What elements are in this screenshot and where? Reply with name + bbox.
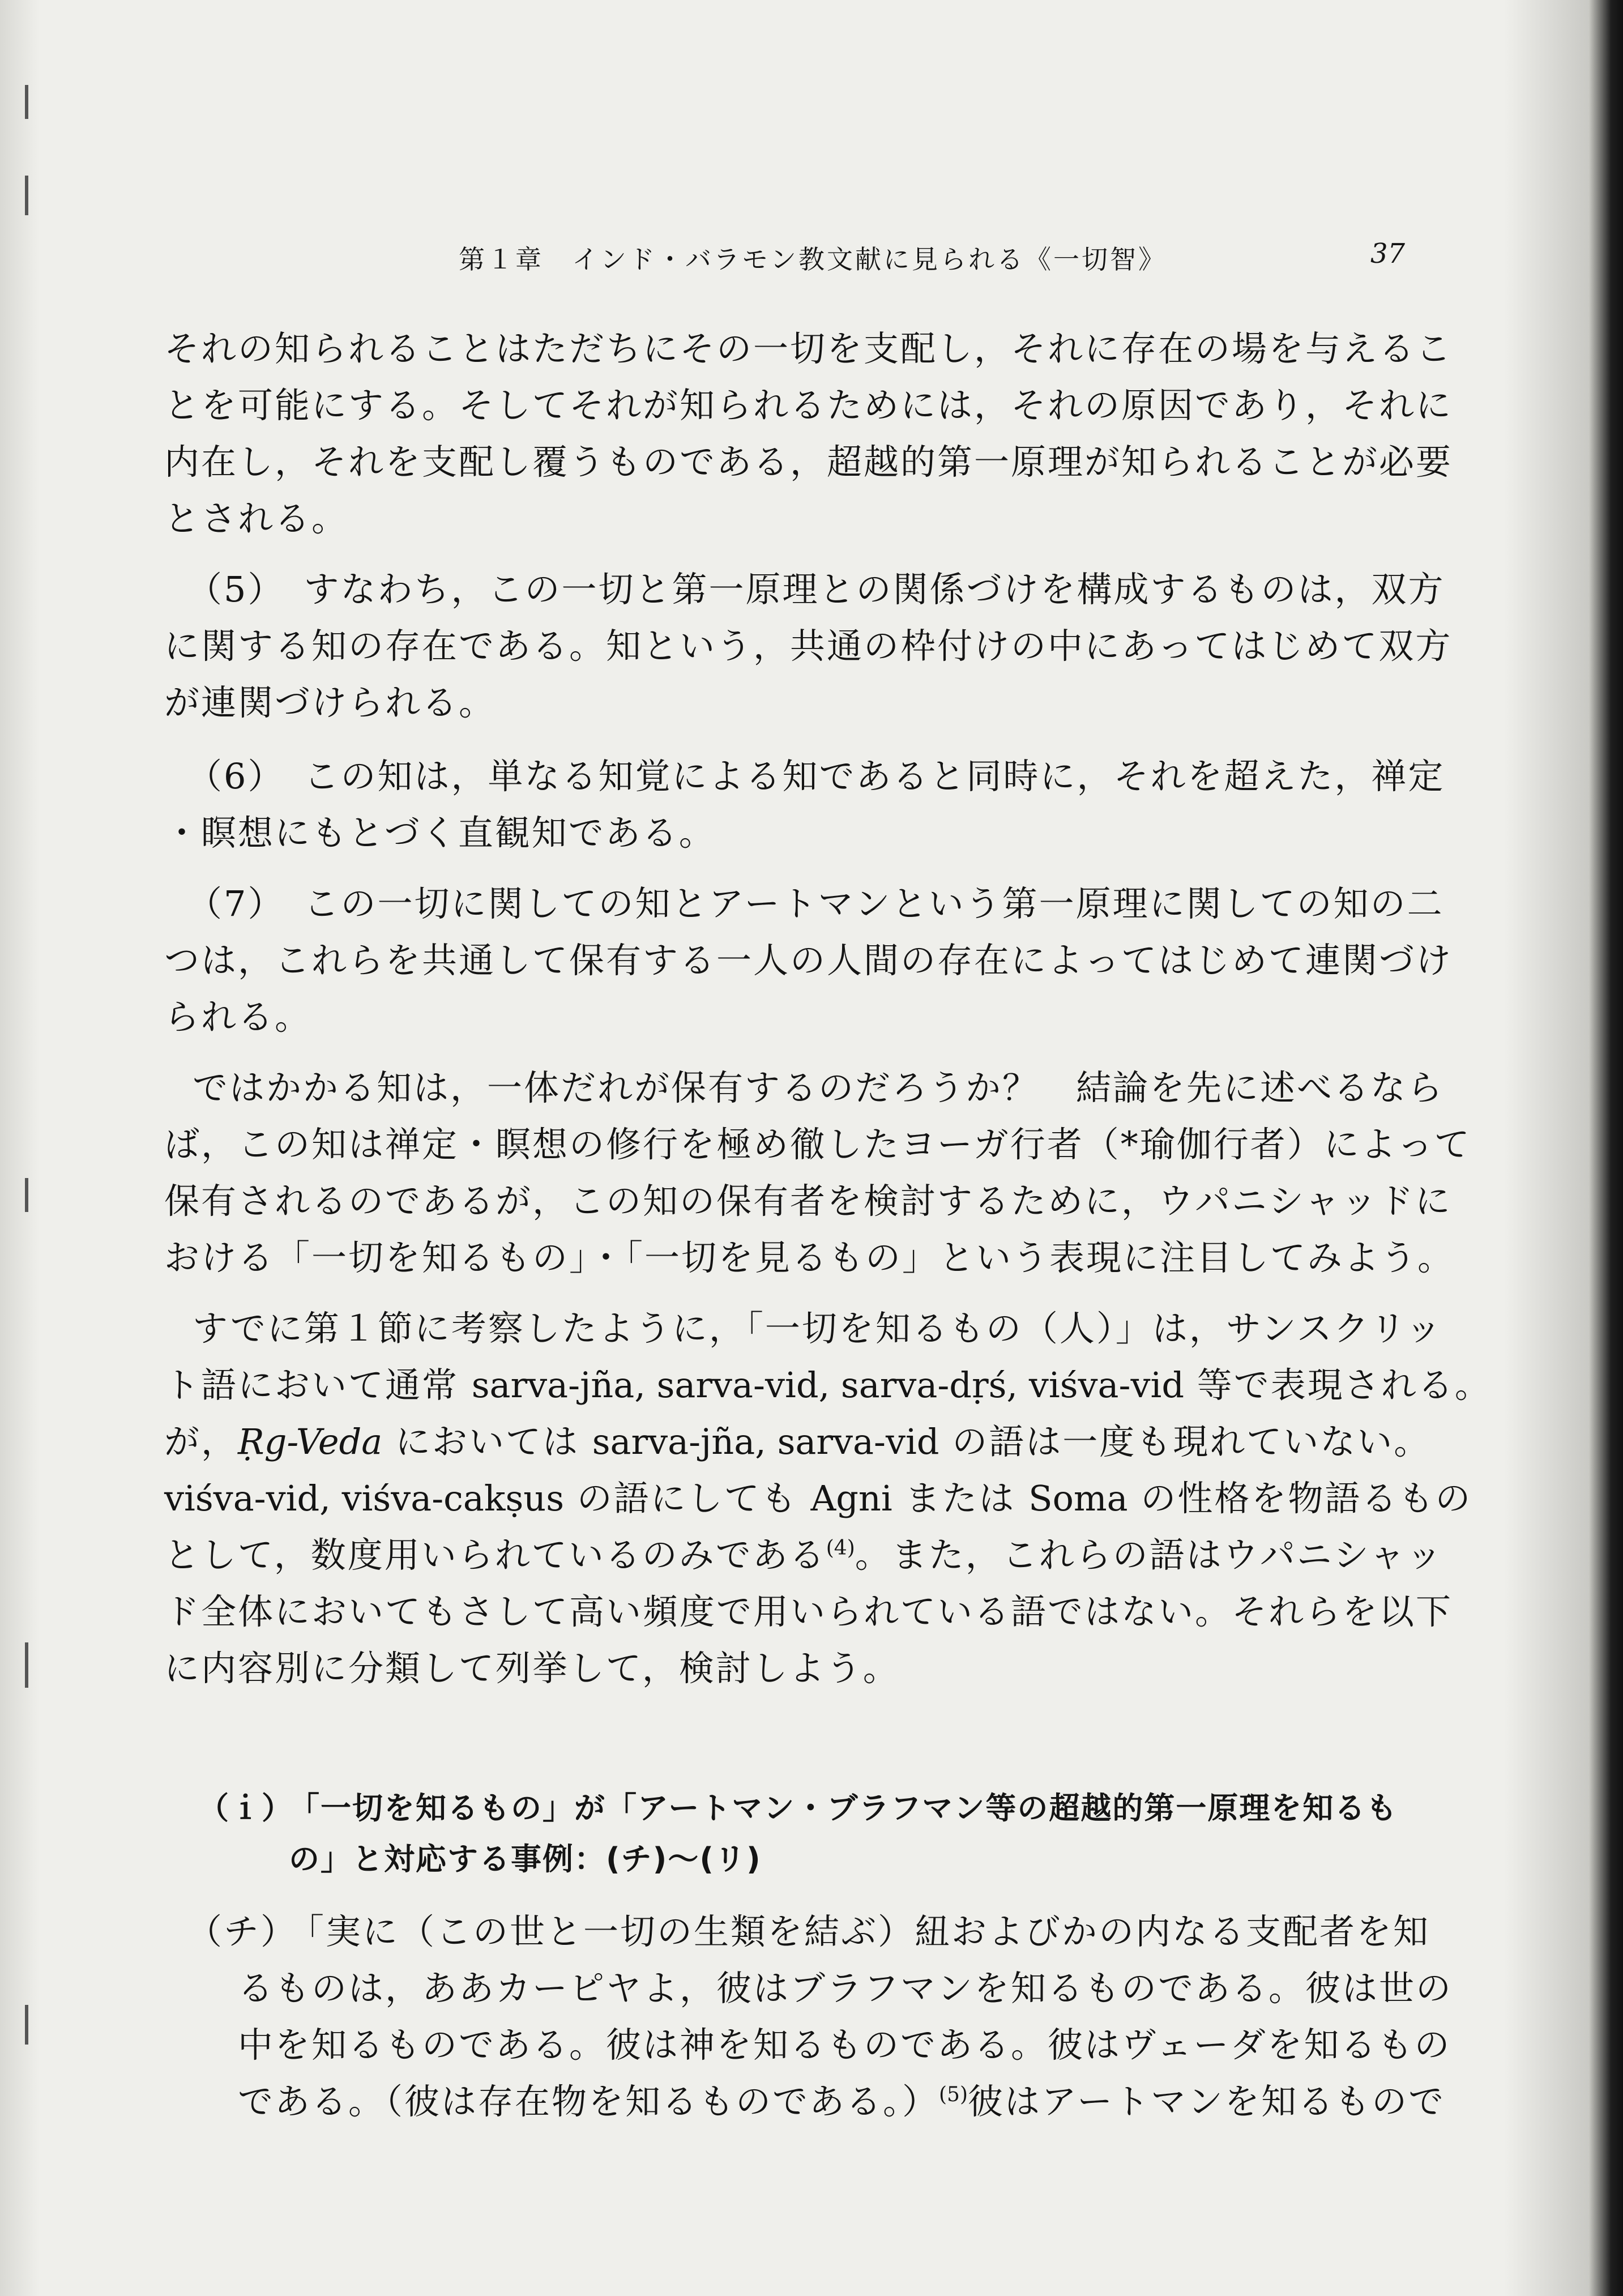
deity-name: Agni: [810, 1478, 892, 1519]
text-run: 等で表現される。: [1184, 1364, 1492, 1406]
text-run: ト語において通常: [164, 1364, 472, 1406]
example-line: 「実に（この世と一切の生類を結ぶ）紐およびかの内なる支配者を知: [289, 1911, 1430, 1952]
sanskrit-terms: sarva-jña, sarva-vid, sarva-dṛś, viśva-vid: [471, 1364, 1185, 1406]
body-line: 保有されるのであるが，この知の保有者を検討するために，ウパニシャッドに: [164, 1180, 1452, 1222]
body-line: ば，この知は禅定・瞑想の修行を極め徹したヨーガ行者（*瑜伽行者）によって: [164, 1124, 1471, 1165]
footnote-ref: (5): [939, 2083, 968, 2106]
text-run: の語は一度も現れていない。: [939, 1421, 1431, 1462]
text-title-rg-veda: Ṛg-Veda: [238, 1421, 383, 1462]
sanskrit-terms: sarva-jña, sarva-vid: [592, 1421, 939, 1462]
section-heading-line: の」と対応する事例：(チ)〜(リ): [289, 1841, 762, 1877]
text-run: が，: [164, 1421, 238, 1462]
body-line: に関する知の存在である。知という，共通の枠付けの中にあってはじめて双方: [164, 625, 1453, 667]
text-run: として，数度用いられているのみである: [164, 1534, 826, 1576]
body-line: [164, 1364, 1492, 1406]
example-line: るものは，ああカーピヤよ，彼はブラフマンを知るものである。彼は世の: [238, 1968, 1453, 2009]
text-run: 。また，これらの語はウパニシャッ: [855, 1534, 1443, 1576]
body-line: おける「一切を知るもの」・「一切を見るもの」という表現に注目してみよう。: [164, 1237, 1455, 1278]
text-run: 彼はアートマンを知るもので: [968, 2081, 1446, 2122]
body-line: それの知られることはただちにその一切を支配し，それに存在の場を与えるこ: [164, 328, 1453, 369]
section-heading-line: 「一切を知るもの」が「アートマン・ブラフマン等の超越的第一原理を知るも: [289, 1790, 1398, 1826]
body-line: ド全体においてもさして高い頻度で用いられている語ではない。それらを以下: [164, 1591, 1453, 1632]
body-line: つは，これらを共通して保有する一人の人間の存在によってはじめて連関づけ: [164, 940, 1453, 981]
text-run: または: [892, 1478, 1029, 1519]
body-line: （5） すなわち，この一切と第一原理との関係づけを構成するものは，双方: [187, 569, 1445, 610]
running-header: 第１章 インド・バラモン教文献に見られる《一切智》: [459, 244, 1167, 275]
body-line: が連関づけられる。: [164, 682, 496, 723]
example-line: [238, 2081, 1446, 2122]
body-line: （7） この一切に関しての知とアートマンという第一原理に関しての知の二: [187, 883, 1444, 924]
footnote-ref: (4): [826, 1537, 855, 1560]
body-line: とされる。: [164, 498, 349, 539]
body-line: [164, 1534, 1443, 1576]
text-run: においては: [382, 1421, 592, 1462]
section-heading-marker: （ｉ）: [198, 1790, 293, 1826]
body-line: ・瞑想にもとづく直観知である。: [164, 812, 716, 853]
body-line: （6） この知は，単なる知覚による知であると同時に，それを超えた，禅定: [187, 756, 1445, 797]
body-line: とを可能にする。そしてそれが知られるためには，それの原因であり，それに: [164, 385, 1453, 426]
page-number: 37: [1370, 238, 1406, 270]
body-line: ではかかる知は，一体だれが保有するのだろうか？ 結論を先に述べるなら: [193, 1067, 1445, 1108]
body-line: られる。: [164, 996, 312, 1038]
body-line: [164, 1478, 1472, 1519]
deity-name: Soma: [1028, 1478, 1128, 1519]
body-line: 内在し，それを支配し覆うものである，超越的第一原理が知られることが必要: [164, 441, 1453, 483]
text-run: である。（彼は存在物を知るものである。）: [238, 2081, 939, 2122]
body-line: [164, 1421, 1431, 1462]
sanskrit-terms: viśva-vid, viśva-cakṣus: [164, 1478, 565, 1519]
body-line: に内容別に分類して列挙して，検討しよう。: [164, 1648, 900, 1689]
body-line: すでに第１節に考察したように，「一切を知るもの（人）」は，サンスクリッ: [193, 1308, 1443, 1349]
text-run: の語にしても: [564, 1478, 811, 1519]
text-run: の性格を物語るもの: [1127, 1478, 1472, 1519]
example-line: 中を知るものである。彼は神を知るものである。彼はヴェーダを知るもの: [238, 2024, 1451, 2065]
example-marker: （チ）: [187, 1911, 298, 1952]
